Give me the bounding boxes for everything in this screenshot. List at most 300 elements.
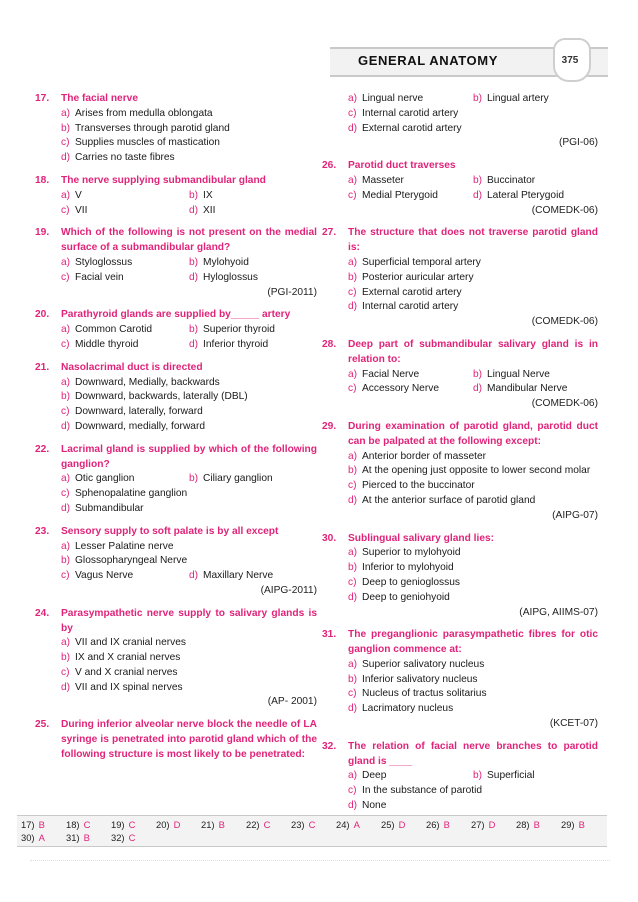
option-item [61,122,317,137]
option-letter: d) [348,800,358,812]
option-text: Ciliary ganglion [203,473,273,485]
exam-source: (AIPG, AIIMS-07) [519,606,598,618]
answer-question: 21) [201,819,215,830]
question-head [322,420,598,450]
option-text: Supplies muscles of mastication [75,137,220,149]
option-text: Superficial [487,770,535,782]
option-item [348,300,598,315]
option-item [348,479,598,494]
option-text: Lateral Pterygoid [487,189,565,201]
question-item [322,532,598,621]
option-letter: b) [61,391,71,403]
question-head [35,443,317,473]
answer-question: 17) [21,819,35,830]
options-list [35,376,317,435]
answer-question: 26) [426,819,440,830]
option-letter: c) [348,383,357,395]
question-head [35,607,317,637]
option-text: Nucleus of tractus solitarius [362,688,487,700]
question-text: The preganglionic parasympathetic fibres for otic ganglion commence at: [348,629,598,656]
option-text: Buccinator [487,174,536,186]
option-text: Facial vein [75,271,124,283]
question-item [35,174,317,218]
option-item [61,390,317,405]
option-text: Downward, laterally, forward [75,406,203,418]
option-letter: b) [189,256,199,268]
question-text: The nerve supplying submandibular gland [61,174,266,186]
answer-question: 24) [336,819,350,830]
option-text: Lesser Palatine nerve [75,540,174,552]
options-list [322,450,598,509]
option-item [61,136,317,151]
option-text: Deep [362,770,387,782]
option-item [348,382,473,397]
question-number: 17. [35,93,50,104]
option-letter: c) [348,107,357,119]
option-letter: a) [348,770,358,782]
option-item [348,174,473,189]
question-number: 29. [322,420,337,432]
answer-letter: B [83,832,90,843]
answer-letter: A [38,832,45,843]
option-item [348,799,598,814]
option-item [61,487,317,502]
option-text: Deep to genioglossus [362,576,460,588]
answer-letter: B [533,819,540,830]
answer-letter: C [128,832,136,843]
question-head [322,628,598,658]
option-letter: b) [189,189,199,201]
options-list [35,189,317,219]
option-letter: d) [348,122,358,134]
answer-cell [156,819,201,830]
option-text: Superior to mylohyoid [362,547,461,559]
question-head [322,159,598,174]
answer-question: 18) [66,819,80,830]
option-letter: d) [348,703,358,715]
question-item [322,92,598,151]
question-text: Deep part of submandibular salivary gland is in relation to: [348,338,598,365]
option-text: Superior thyroid [203,324,275,336]
answer-question: 22) [246,819,260,830]
option-item [473,92,598,107]
answer-letter: D [488,819,496,830]
option-text: Masseter [362,174,404,186]
option-row [61,323,317,338]
option-text: Common Carotid [75,324,152,336]
answer-letter: C [128,819,136,830]
option-text: Downward, Medially, backwards [75,376,220,388]
option-text: Anterior border of masseter [362,450,487,462]
answer-cell [66,819,111,830]
option-item [348,92,473,107]
option-row [348,769,598,784]
option-letter: a) [61,473,71,485]
divider [30,860,610,861]
question-number: 22. [35,443,50,455]
option-item [348,464,598,479]
question-head [322,740,598,770]
option-text: At the opening just opposite to lower second molar [362,465,591,477]
answer-question: 32) [111,832,125,843]
option-item [348,368,473,383]
answer-cell [201,819,246,830]
options-list [35,636,317,695]
question-text: Parasympathetic nerve supply to salivary glands is by [61,607,317,634]
option-letter: c) [61,137,70,149]
question-item [35,525,317,599]
question-number: 26. [322,160,337,172]
answer-row [21,832,156,843]
exam-source: (KCET-07) [549,718,598,730]
option-item [61,151,317,166]
question-item [35,361,317,435]
answer-cell [21,832,66,843]
option-item [189,323,317,338]
option-letter: d) [61,152,71,164]
option-letter: a) [61,540,71,552]
options-list [35,107,317,166]
option-item [348,286,598,301]
answer-question: 28) [516,819,530,830]
answer-letter: D [173,819,181,830]
option-letter: c) [61,488,70,500]
question-head [35,718,317,762]
option-text: Superficial temporal artery [362,256,481,268]
exam-source: (COMEDK-06) [531,316,598,328]
answer-letter: C [263,819,271,830]
question-head [35,92,317,107]
answer-question: 29) [561,819,575,830]
answer-cell [336,819,381,830]
question-text: Nasolacrimal duct is directed [61,361,203,373]
option-item [61,189,189,204]
option-item [61,681,317,696]
question-text: During examination of parotid gland, parotid duct can be palpated at the following except: [348,420,598,447]
question-item [322,159,598,218]
option-letter: d) [189,338,199,350]
exam-source: (PGI-06) [558,137,598,149]
option-item [473,368,598,383]
options-list [35,540,317,584]
option-letter: a) [348,174,358,186]
options-list [35,256,317,286]
option-text: Mandibular Nerve [487,383,568,395]
options-list [322,546,598,605]
option-text: Medial Pterygoid [362,189,438,201]
option-letter: b) [348,271,358,283]
question-text: Parotid duct traverses [348,160,456,172]
exam-source: (AIPG-07) [552,509,598,521]
option-text: Mylohyoid [203,256,249,268]
option-row [61,256,317,271]
option-text: Deep to geniohyoid [362,591,450,603]
option-text: Arises from medulla oblongata [75,107,213,119]
option-item [189,189,317,204]
option-letter: d) [61,681,71,693]
options-list [322,368,598,398]
option-letter: d) [61,420,71,432]
options-list [322,256,598,315]
question-item [35,718,317,762]
option-item [61,554,317,569]
option-letter: d) [189,271,199,283]
option-text: Inferior to mylohyoid [362,562,454,574]
options-list [322,769,598,813]
option-item [348,546,598,561]
option-text: External carotid artery [362,122,462,134]
question-number: 27. [322,227,337,239]
option-text: Downward, backwards, laterally (DBL) [75,391,248,403]
option-letter: a) [348,368,358,380]
question-item [322,740,598,814]
option-letter: c) [348,480,357,492]
answer-question: 27) [471,819,485,830]
option-text: Pierced to the buccinator [362,480,475,492]
option-letter: a) [348,547,358,559]
question-text: Parathyroid glands are supplied by_____ artery [61,309,291,321]
question-number: 24. [35,607,50,619]
question-item [35,308,317,352]
left-column [35,92,317,771]
option-letter: c) [348,286,357,298]
option-text: Superior salivatory nucleus [362,658,485,670]
question-text: Lacrimal gland is supplied by which of the following ganglion? [61,443,317,470]
option-row [61,569,317,584]
question-head [322,338,598,368]
option-item [189,472,317,487]
option-item [348,561,598,576]
option-text: Posterior auricular artery [362,271,474,283]
question-text: Which of the following is not present on the medial surface of a submandibular gland? [61,227,317,254]
answer-question: 23) [291,819,305,830]
answer-cell [426,819,471,830]
answer-key [17,815,607,847]
option-text: External carotid artery [362,286,462,298]
option-item [61,540,317,555]
option-letter: b) [348,673,358,685]
question-number: 31. [322,629,337,641]
option-item [348,107,598,122]
option-text: Hyloglossus [203,271,258,283]
option-text: Inferior salivatory nucleus [362,673,478,685]
answer-letter: C [308,819,316,830]
option-letter: d) [189,570,199,582]
question-head [35,361,317,376]
options-list [35,472,317,516]
exam-source: (COMEDK-06) [531,398,598,410]
answer-letter: B [38,819,45,830]
option-item [348,687,598,702]
question-number: 32. [322,740,337,752]
option-letter: d) [348,494,358,506]
option-item [473,174,598,189]
question-item [322,628,598,732]
option-item [61,338,189,353]
option-row [61,189,317,204]
option-item [348,769,473,784]
question-number: 30. [322,532,337,544]
option-letter: b) [348,465,358,477]
option-text: Transverses through parotid gland [75,122,230,134]
option-item [61,666,317,681]
answer-cell [66,832,111,843]
option-letter: a) [61,324,71,336]
answer-question: 30) [21,832,35,843]
answer-cell [516,819,561,830]
option-text: Lingual nerve [362,93,424,104]
option-letter: d) [348,591,358,603]
answer-letter: B [578,819,585,830]
option-item [61,376,317,391]
option-letter: b) [61,122,71,134]
option-item [189,271,317,286]
option-text: VII [75,204,88,216]
option-letter: c) [61,570,70,582]
option-text: Lacrimatory nucleus [362,703,454,715]
page-number: 375 [561,55,579,66]
option-letter: a) [61,189,71,201]
option-row [61,271,317,286]
question-head [322,226,598,256]
question-text: The facial nerve [61,93,139,104]
option-letter: b) [348,562,358,574]
option-item [473,382,598,397]
option-text: Facial Nerve [362,368,420,380]
option-letter: c) [61,338,70,350]
option-text: IX [203,189,213,201]
option-letter: b) [189,324,199,336]
option-row [348,189,598,204]
option-letter: a) [348,450,358,462]
option-item [348,189,473,204]
question-text: During inferior alveolar nerve block the needle of LA syringe is penetrated into parotid gland which of the following structure is most likely to be penetrated: [61,719,317,760]
option-item [473,769,598,784]
answer-cell [111,819,156,830]
option-item [61,569,189,584]
option-item [348,494,598,509]
option-letter: b) [473,770,483,782]
option-text: IX and X cranial nerves [75,652,181,664]
answer-letter: C [83,819,91,830]
answer-letter: A [353,819,360,830]
option-item [348,256,598,271]
option-item [348,576,598,591]
option-letter: c) [61,406,70,418]
option-text: Glossopharyngeal Nerve [75,555,188,567]
question-text: The structure that does not traverse parotid gland is: [348,227,598,254]
question-number: 18. [35,174,50,186]
question-head [35,226,317,256]
option-text: Vagus Nerve [75,570,134,582]
option-item [348,784,598,799]
answer-cell [471,819,516,830]
question-head [35,174,317,189]
option-letter: b) [61,555,71,567]
option-letter: c) [61,666,70,678]
option-text: Maxillary Nerve [203,570,274,582]
option-text: VII and IX spinal nerves [75,681,183,693]
option-letter: a) [61,376,71,388]
option-text: Internal carotid artery [362,107,459,119]
option-item [61,256,189,271]
option-text: Carries no taste fibres [75,152,175,164]
option-row [348,174,598,189]
option-text: Sphenopalatine ganglion [75,488,188,500]
option-letter: a) [61,256,71,268]
answer-question: 31) [66,832,80,843]
answer-row [21,819,606,830]
options-list [35,323,317,353]
option-letter: c) [348,189,357,201]
option-letter: a) [348,256,358,268]
option-item [473,189,598,204]
option-row [61,472,317,487]
option-item [348,450,598,465]
option-item [348,673,598,688]
option-row [61,338,317,353]
option-item [61,107,317,122]
page-title: GENERAL ANATOMY [358,53,498,68]
option-item [61,405,317,420]
option-item [61,472,189,487]
question-number: 19. [35,227,50,239]
answer-letter: D [398,819,406,830]
question-number: 21. [35,361,50,373]
option-letter: b) [473,174,483,186]
exam-source: (COMEDK-06) [531,204,598,216]
option-item [348,591,598,606]
answer-cell [291,819,336,830]
answer-question: 20) [156,819,170,830]
option-text: Inferior thyroid [203,338,269,350]
option-item [348,122,598,137]
option-letter: d) [189,204,199,216]
option-row [348,92,598,107]
answer-letter: B [443,819,450,830]
option-text: Lingual artery [487,93,549,104]
answer-letter: B [218,819,225,830]
exam-source: (PGI-2011) [267,286,317,298]
answer-cell [246,819,291,830]
exam-source: (AP- 2001) [267,696,317,708]
option-text: V and X cranial nerves [75,666,178,678]
question-number: 28. [322,338,337,350]
answer-cell [111,832,156,843]
option-letter: c) [348,785,357,797]
question-head [35,308,317,323]
option-item [348,658,598,673]
question-item [35,226,317,300]
option-item [189,256,317,271]
option-letter: c) [348,688,357,700]
question-text: Sensory supply to soft palate is by all except [61,525,279,537]
options-list [322,174,598,204]
answer-question: 25) [381,819,395,830]
option-item [61,204,189,219]
option-letter: c) [61,271,70,283]
answer-cell [561,819,606,830]
option-item [61,271,189,286]
question-item [322,420,598,524]
question-item [322,338,598,412]
option-text: None [362,800,387,812]
answer-cell [21,819,66,830]
option-text: Styloglossus [75,256,133,268]
right-column [322,92,598,822]
option-text: XII [203,204,216,216]
option-item [189,204,317,219]
